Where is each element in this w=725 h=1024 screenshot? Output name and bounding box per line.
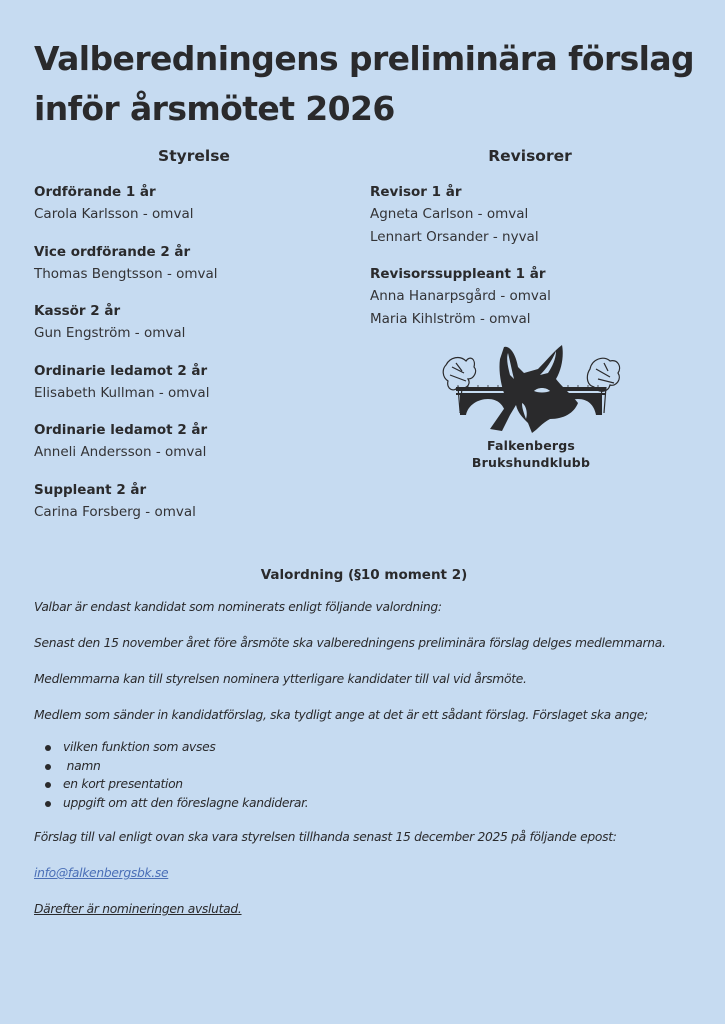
role-vice-ordforande — [34, 241, 354, 286]
logo-text-line-1: Falkenbergs — [486, 438, 576, 453]
valordning-section — [34, 564, 694, 934]
club-logo — [438, 343, 623, 473]
role-title: Suppleant 2 år — [34, 481, 147, 498]
dog-bridge-logo-icon — [438, 343, 623, 433]
list-item — [34, 794, 694, 813]
requirements-list — [34, 738, 694, 812]
role-ordinarie-ledamot-2 — [34, 419, 354, 464]
bullet-icon — [45, 745, 51, 751]
role-revisorssuppleant — [370, 263, 690, 330]
role-person: Anna Hanarpsgård - omval — [370, 288, 551, 304]
role-title: Kassör 2 år — [34, 303, 121, 319]
revisorer-heading: Revisorer — [488, 147, 572, 165]
list-item — [34, 757, 694, 776]
role-person: Gun Engström - omval — [34, 325, 186, 341]
bullet-icon — [45, 764, 51, 770]
valordning-paragraph-1: Valbar är endast kandidat som nominerats enligt följande valordning: — [34, 600, 442, 614]
list-item-text: en kort presentation — [63, 777, 183, 791]
valordning-paragraph-2: Senast den 15 november året före årsmöte ska valberedningens preliminära förslag delges medlemmarna. — [34, 636, 666, 650]
list-item — [34, 738, 694, 757]
bullet-icon — [45, 782, 51, 788]
role-person: Carola Karlsson - omval — [34, 206, 194, 222]
role-title: Ordinarie ledamot 2 år — [34, 422, 208, 438]
logo-text-line-2: Brukshundklubb — [471, 455, 591, 470]
closing-statement: Därefter är nomineringen avslutad. — [34, 902, 242, 916]
title-line-2: inför årsmötet 2026 — [34, 89, 395, 128]
styrelse-heading: Styrelse — [158, 147, 230, 165]
role-ordinarie-ledamot-1 — [34, 360, 354, 405]
role-title: Ordinarie ledamot 2 år — [34, 362, 208, 379]
role-title: Vice ordförande 2 år — [34, 243, 191, 260]
role-revisor — [370, 181, 690, 248]
role-person: Elisabeth Kullman - omval — [34, 384, 210, 401]
valordning-paragraph-5: Förslag till val enligt ovan ska vara styrelsen tillhanda senast 15 december 2025 på följande epost: — [34, 830, 617, 844]
role-person: Thomas Bengtsson - omval — [34, 265, 218, 282]
role-suppleant — [34, 479, 354, 524]
email-link[interactable]: info@falkenbergsbk.se — [34, 866, 169, 880]
page-title — [34, 34, 714, 134]
email-paragraph — [34, 862, 694, 884]
valordning-paragraph-3: Medlemmarna kan till styrelsen nominera ytterligare kandidater till val vid årsmöte. — [34, 672, 527, 686]
valordning-paragraph-4: Medlem som sänder in kandidatförslag, ska tydligt ange at det är ett sådant förslag. Förslaget ska ange; — [34, 708, 648, 722]
bullet-icon — [45, 801, 51, 807]
role-person: Agneta Carlson - omval — [370, 206, 529, 222]
revisorer-section — [370, 145, 690, 345]
role-title: Revisor 1 år — [370, 184, 462, 200]
role-ordforande — [34, 181, 354, 226]
role-person: Carina Forsberg - omval — [34, 503, 196, 520]
list-item-text: vilken funktion som avses — [63, 740, 216, 754]
role-title: Revisorssuppleant 1 år — [370, 266, 546, 282]
role-person: Maria Kihlström - omval — [370, 310, 531, 327]
role-person: Anneli Andersson - omval — [34, 444, 207, 460]
list-item — [34, 775, 694, 794]
role-kassor — [34, 300, 354, 345]
role-person: Lennart Orsander - nyval — [370, 228, 539, 245]
role-title: Ordförande 1 år — [34, 184, 156, 200]
list-item-text: namn — [63, 758, 101, 773]
title-line-1: Valberedningens preliminära förslag — [34, 39, 695, 78]
styrelse-section — [34, 145, 354, 538]
valordning-heading: Valordning (§10 moment 2) — [260, 567, 468, 583]
list-item-text: uppgift om att den föreslagne kandiderar. — [63, 795, 309, 810]
